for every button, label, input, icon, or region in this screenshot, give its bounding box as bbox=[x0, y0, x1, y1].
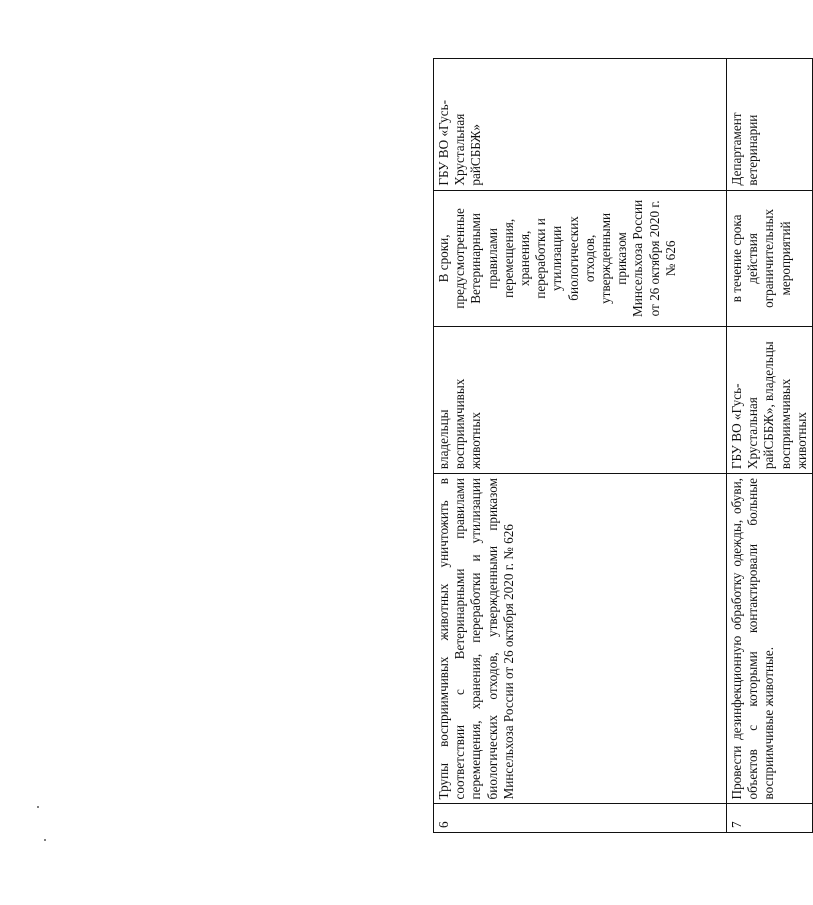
measures-table bbox=[433, 58, 813, 833]
scan-speck bbox=[37, 806, 39, 808]
organization-cell: Департамент ветеринарии bbox=[727, 59, 813, 191]
table-row bbox=[727, 59, 813, 833]
row-number: 7 bbox=[727, 804, 813, 833]
table-row bbox=[434, 59, 727, 833]
responsible-cell: владельцы восприимчивых животных bbox=[434, 327, 727, 474]
scan-speck bbox=[44, 839, 46, 841]
row-number: 6 bbox=[434, 804, 727, 833]
rotated-page bbox=[433, 58, 809, 833]
responsible-cell: ГБУ ВО «Гусь-Хрустальная райСББЖ», владельцы восприимчивых животных bbox=[727, 327, 813, 474]
term-cell: в течение срока действия ограничительных мероприятий bbox=[727, 190, 813, 327]
term-cell: В сроки, предусмотренные Ветеринарными правилами перемещения, хранения, переработки и утилизации биологических отходов, утвержденными приказом Минсельхоза России от 26 октября 2020 г. № 626 bbox=[434, 190, 727, 327]
organization-cell: ГБУ ВО «Гусь-Хрустальная райСББЖ» bbox=[434, 59, 727, 191]
measure-cell: Трупы восприимчивых животных уничтожить в соответствии с Ветеринарными правилами перемещения, хранения, переработки и утилизации биологических отходов, утвержденными приказом Минсельхоза России от 26 октября 2020 г. № 626 bbox=[434, 474, 727, 804]
measure-cell: Провести дезинфекционную обработку одежды, обуви, объектов с которыми контактировали больные восприимчивые животные. bbox=[727, 474, 813, 804]
